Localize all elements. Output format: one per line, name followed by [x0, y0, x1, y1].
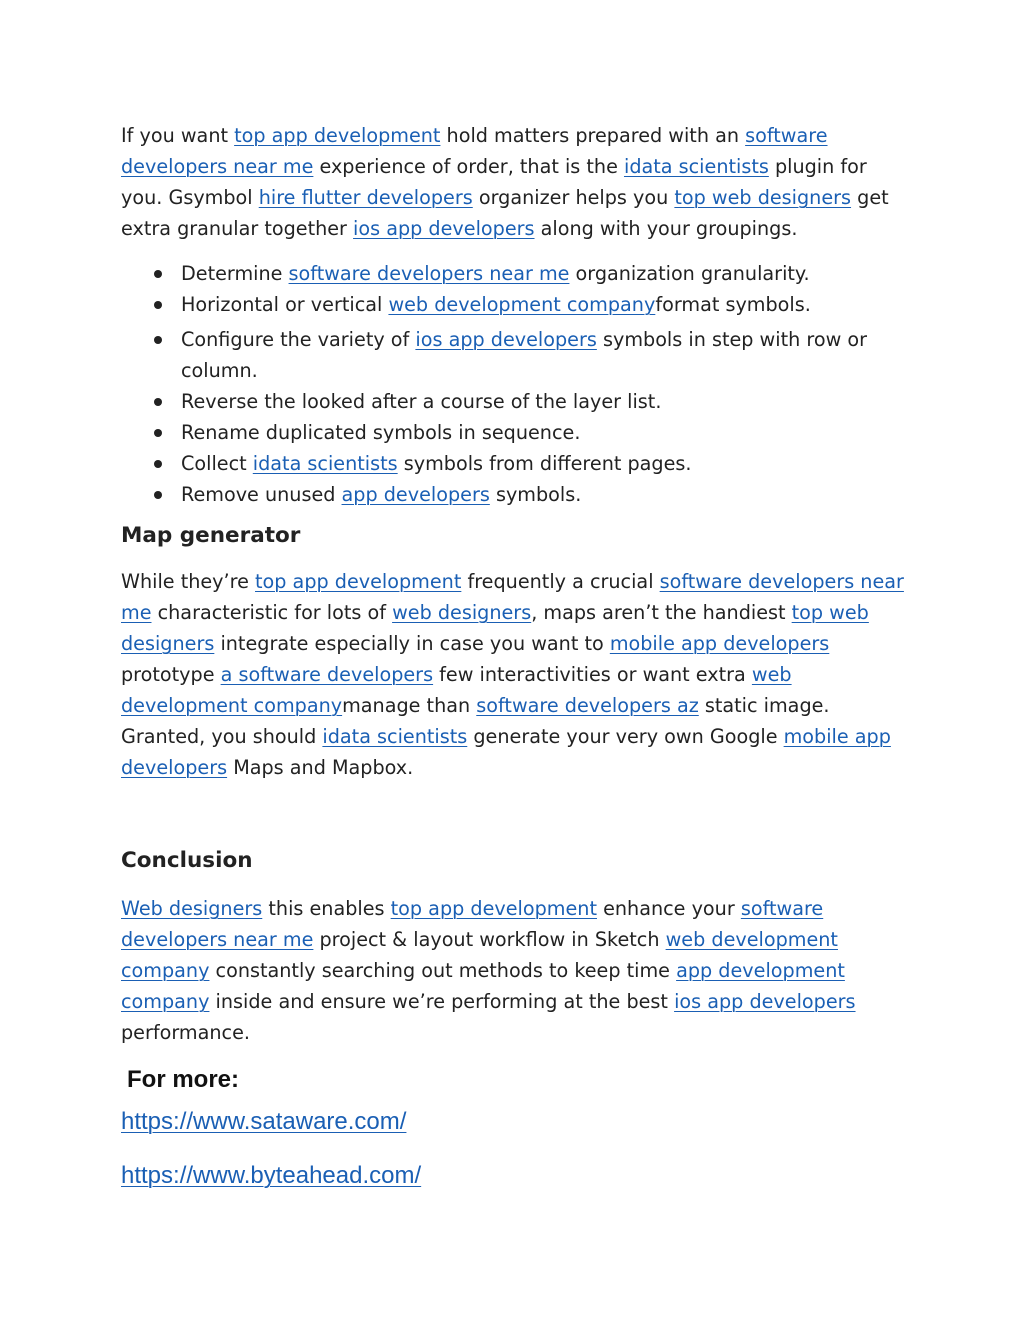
bullet-icon — [154, 301, 162, 309]
conclusion-heading: Conclusion — [121, 848, 253, 873]
web-development-company-link[interactable]: web development company — [121, 928, 838, 982]
app-development-company-link[interactable]: app development company — [121, 959, 845, 1013]
bullet-icon — [154, 336, 162, 344]
web-designers-link[interactable]: web designers — [392, 601, 532, 624]
idata-scientists-link[interactable]: idata scientists — [623, 155, 769, 178]
sataware-link[interactable]: https://www.sataware.com/ — [121, 1108, 407, 1135]
list-item: Collect idata scientists symbols from different pages. — [121, 448, 911, 479]
web-development-company-link[interactable]: web development company — [121, 663, 792, 717]
feature-list — [121, 258, 911, 510]
list-item: Rename duplicated symbols in sequence. — [121, 417, 911, 448]
list-item: Remove unused app developers symbols. — [121, 479, 911, 510]
a-software-developers-link[interactable]: a software developers — [220, 663, 434, 686]
mobile-app-developers-link[interactable]: mobile app developers — [609, 632, 830, 655]
mobile-app-developers-link[interactable]: mobile app developers — [121, 725, 891, 779]
software-developers-near-me-link[interactable]: software developers near me — [121, 124, 828, 178]
bullet-icon — [154, 460, 162, 468]
list-item: Horizontal or vertical web development companyformat symbols. — [121, 289, 911, 320]
document-page — [121, 120, 911, 1192]
list-item: Reverse the looked after a course of the layer list. — [121, 386, 911, 417]
list-item: Determine software developers near me organization granularity. — [121, 258, 911, 289]
software-developers-near-me-link[interactable]: software developers near me — [288, 262, 570, 285]
ios-app-developers-link[interactable]: ios app developers — [415, 328, 597, 351]
web-designers-link[interactable]: Web designers — [121, 897, 263, 920]
for-more-label: For more: — [127, 1066, 240, 1093]
top-web-designers-link[interactable]: top web designers — [674, 186, 852, 209]
intro-paragraph: If you want top app development hold matters prepared with an software developers near me experience of order, that is the idata scientists plugin for you. Gsymbol hire flutter developers organizer helps you top web designers get extra granular together ios app developers along with your groupings. — [121, 124, 889, 240]
top-web-designers-link[interactable]: top web designers — [121, 601, 869, 655]
software-developers-az-link[interactable]: software developers az — [476, 694, 699, 717]
hire-flutter-developers-link[interactable]: hire flutter developers — [258, 186, 473, 209]
idata-scientists-link[interactable]: idata scientists — [252, 452, 398, 475]
app-developers-link[interactable]: app developers — [341, 483, 490, 506]
bullet-icon — [154, 398, 162, 406]
conclusion-paragraph: Web designers this enables top app development enhance your software developers near me project & layout workflow in Sketch web development company constantly searching out methods to keep time app development company inside and ensure we’re performing at the best ios app developers performance. — [121, 897, 856, 1044]
top-app-development-link[interactable]: top app development — [255, 570, 462, 593]
map-generator-heading: Map generator — [121, 523, 301, 548]
top-app-development-link[interactable]: top app development — [234, 124, 441, 147]
top-app-development-link[interactable]: top app development — [390, 897, 597, 920]
map-generator-paragraph: While they’re top app development frequently a crucial software developers near me characteristic for lots of web designers, maps aren’t the handiest top web designers integrate especially in case you want to mobile app developers prototype a software developers few interactivities or want extra web development companymanage than software developers az static image. Granted, you should idata scientists generate your very own Google mobile app developers Maps and Mapbox. — [121, 570, 904, 779]
software-developers-near-me-link[interactable]: software developers near me — [121, 570, 904, 624]
ios-app-developers-link[interactable]: ios app developers — [353, 217, 535, 240]
web-development-company-link[interactable]: web development company — [388, 293, 656, 316]
software-developers-near-me-link[interactable]: software developers near me — [121, 897, 824, 951]
bullet-icon — [154, 491, 162, 499]
list-item: Configure the variety of ios app developers symbols in step with row or column. — [121, 324, 911, 386]
ios-app-developers-link[interactable]: ios app developers — [674, 990, 856, 1013]
bullet-icon — [154, 429, 162, 437]
bullet-icon — [154, 270, 162, 278]
idata-scientists-link[interactable]: idata scientists — [322, 725, 468, 748]
byteahead-link[interactable]: https://www.byteahead.com/ — [121, 1162, 422, 1189]
